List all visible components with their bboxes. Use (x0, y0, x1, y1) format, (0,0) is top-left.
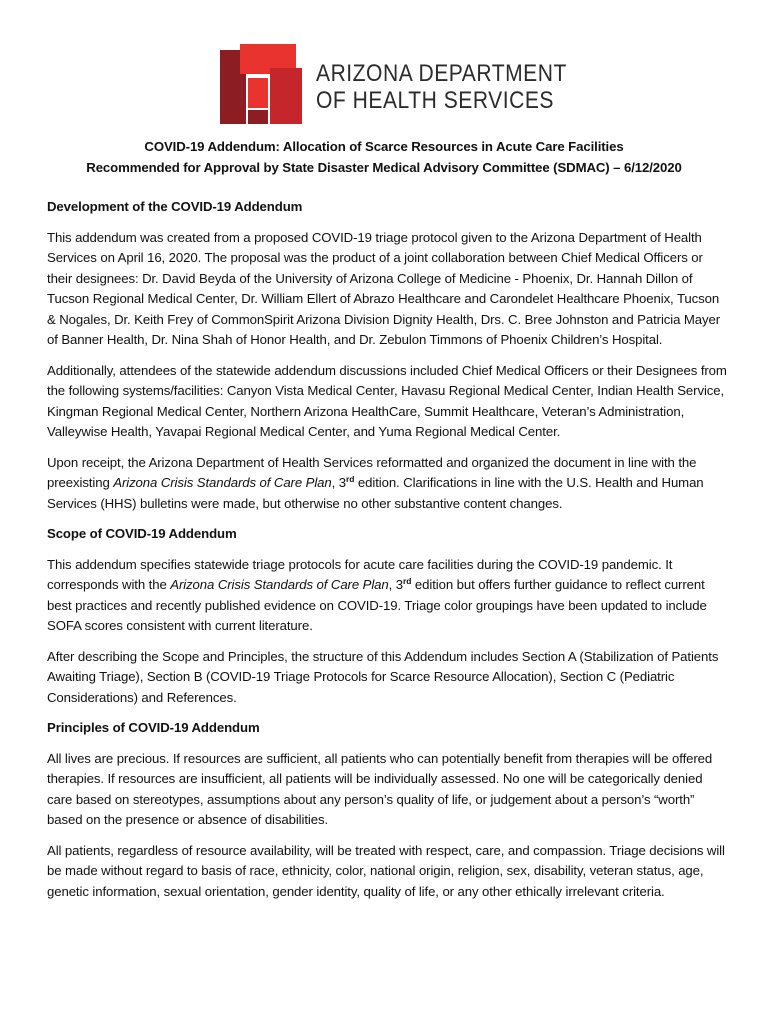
section-heading-development: Development of the COVID-19 Addendum (47, 199, 303, 214)
document-title (40, 137, 728, 178)
agency-name-line2: OF HEALTH SERVICES (316, 87, 555, 114)
title-line1: COVID-19 Addendum: Allocation of Scarce Resources in Acute Care Facilities (144, 139, 624, 154)
section-heading-scope: Scope of COVID-19 Addendum (47, 526, 237, 541)
paragraph: This addendum was created from a proposed COVID-19 triage protocol given to the Arizona Department of Health Services on April 16, 2020. The proposal was the product of a joint collaboration between Chief Medical Officers or their designees: Dr. David Beyda of the University of Arizona College of Medicine - Phoenix, Dr. Hannah Dillon of Tucson Regional Medical Center, Dr. William Ellert of Abrazo Healthcare and Carondelet Healthcare Phoenix, Tucson & Nogales, Dr. Keith Frey of CommonSpirit Arizona Division Dignity Health, Drs. C. Bree Johnston and Patricia Mayer of Banner Health, Dr. Nina Shah of Honor Health, and Dr. Zebulon Timmons of Phoenix Children’s Hospital. (47, 229, 721, 347)
plan-title: Arizona Crisis Standards of Care Plan (170, 577, 389, 592)
paragraph: This addendum specifies statewide triage protocols for acute care facilities during the COVID-19 pandemic. It corresponds with the Arizona Crisis Standards of Care Plan, 3rd edition but offers further guidance to reflect current best practices and recently published evidence on COVID-19. Triage color groupings have been updated to include SOFA scores consistent with current literature. (47, 556, 707, 633)
agency-name (316, 60, 567, 114)
adhs-logo-icon (220, 44, 302, 124)
agency-name-line1: ARIZONA DEPARTMENT (316, 60, 567, 87)
paragraph: All patients, regardless of resource availability, will be treated with respect, care, and compassion. Triage decisions will be made without regard to basis of race, ethnicity, color, national origin, religion, sex, disability, veteran status, age, genetic information, sexual orientation, gender identity, quality of life, or any other ethically irrelevant criteria. (47, 842, 725, 899)
header (220, 44, 567, 124)
paragraph: Upon receipt, the Arizona Department of Health Services reformatted and organized the document in line with the preexisting Arizona Crisis Standards of Care Plan, 3rd edition. Clarifications in line with the U.S. Health and Human Services (HHS) bulletins were made, but otherwise no other substantive content changes. (47, 454, 704, 511)
document-body (47, 197, 727, 902)
paragraph: Additionally, attendees of the statewide addendum discussions included Chief Medical Officers or their Designees from the following systems/facilities: Canyon Vista Medical Center, Havasu Regional Medical Center, Indian Health Service, Kingman Regional Medical Center, Northern Arizona HealthCare, Summit Healthcare, Veteran’s Administration, Valleywise Health, Yavapai Regional Medical Center, and Yuma Regional Medical Center. (47, 362, 727, 439)
title-line2: Recommended for Approval by State Disaster Medical Advisory Committee (SDMAC) – 6/12/2020 (86, 159, 682, 175)
paragraph: After describing the Scope and Principles, the structure of this Addendum includes Section A (Stabilization of Patients Awaiting Triage), Section B (COVID-19 Triage Protocols for Scarce Resource Allocation), Section C (Pediatric Considerations) and References. (47, 648, 719, 705)
paragraph: All lives are precious. If resources are sufficient, all patients who can potentially benefit from therapies will be offered therapies. If resources are insufficient, all patients will be individually assessed. No one will be categorically denied care based on stereotypes, assumptions about any person’s quality of life, or judgement about a person’s “worth” based on the presence or absence of disabilities. (47, 750, 713, 827)
plan-title: Arizona Crisis Standards of Care Plan (113, 475, 332, 490)
section-heading-principles: Principles of COVID-19 Addendum (47, 720, 260, 735)
